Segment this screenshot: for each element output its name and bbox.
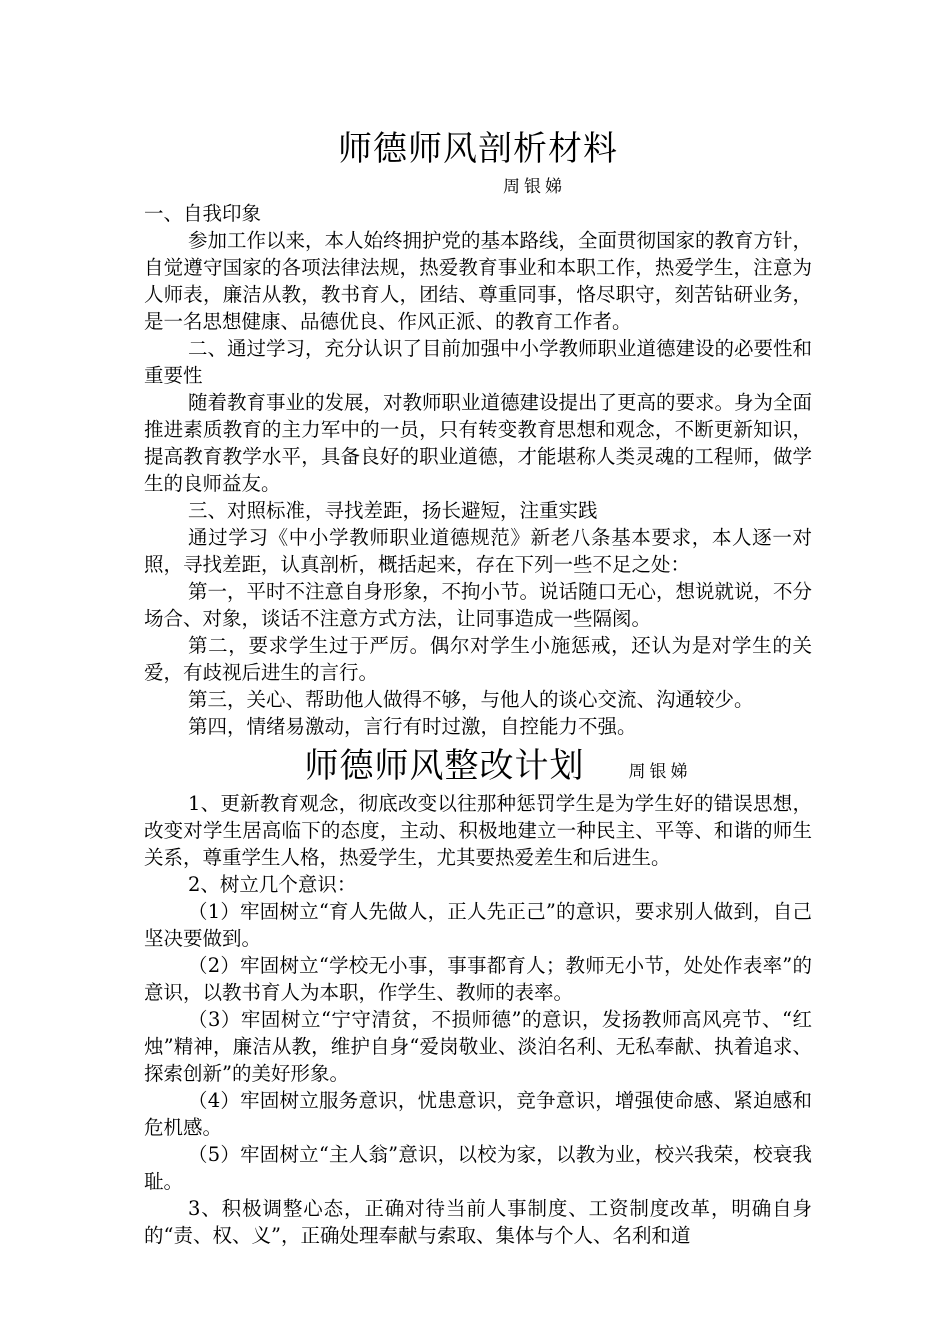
plan-item-2: 2、树立几个意识：: [188, 873, 357, 896]
section-heading-1: 一、自我印象: [144, 202, 262, 225]
plan-subitem-1: （1）牢固树立“育人先做人，正人先正己”的意识，要求别人做到，自己坚决要做到。: [144, 900, 812, 950]
second-title: 师德师风整改计划: [304, 746, 585, 786]
plan-subitem-3: （3）牢固树立“宁守清贫，不损师德”的意识，发扬教师高风亮节、“红烛”精神，廉洁从教，维护自身“爱岗敬业、淡泊名利、无私奉献、执着追求、探索创新”的美好形象。: [144, 1008, 812, 1085]
paragraph-6: 第三，关心、帮助他人做得不够，与他人的谈心交流、沟通较少。: [188, 688, 754, 711]
plan-item-1: 1、更新教育观念，彻底改变以往那种惩罚学生是为学生好的错误思想，改变对学生居高临下的态度，主动、积极地建立一种民主、平等、和谐的师生关系，尊重学生人格，热爱学生，尤其要热爱差生和后进生。: [144, 792, 812, 869]
paragraph-2: 随着教育事业的发展，对教师职业道德建设提出了更高的要求。身为全面推进素质教育的主力军中的一员，只有转变教育思想和观念，不断更新知识，提高教育教学水平，具备良好的职业道德，才能堪称人类灵魂的工程师，做学生的良师益友。: [144, 391, 813, 495]
paragraph-7: 第四，情绪易激动，言行有时过激，自控能力不强。: [188, 715, 637, 738]
plan-subitem-2: （2）牢固树立“学校无小事，事事都育人；教师无小节，处处作表率”的意识，以教书育人为本职，作学生、教师的表率。: [144, 954, 812, 1004]
paragraph-1: 参加工作以来，本人始终拥护党的基本路线，全面贯彻国家的教育方针，自觉遵守国家的各项法律法规，热爱教育事业和本职工作，热爱学生，注意为人师表，廉洁从教，教书育人，团结、尊重同事，恪尽职守，刻苦钻研业务，是一名思想健康、品德优良、作风正派、的教育工作者。: [144, 229, 813, 333]
second-author-name: 周银娣: [628, 762, 692, 782]
paragraph-3: 通过学习《中小学教师职业道德规范》新老八条基本要求，本人逐一对照，寻找差距，认真剖析，概括起来，存在下列一些不足之处：: [144, 526, 812, 576]
document-title: 师德师风剖析材料: [338, 129, 618, 169]
plan-subitem-5: （5）牢固树立“主人翁”意识，以校为家，以教为业，校兴我荣，校衰我耻。: [144, 1143, 812, 1193]
paragraph-4: 第一，平时不注意自身形象，不拘小节。说话随口无心，想说就说，不分场合、对象，谈话不注意方式方法，让同事造成一些隔阂。: [144, 580, 813, 630]
paragraph-5: 第二，要求学生过于严厉。偶尔对学生小施惩戒，还认为是对学生的关爱，有歧视后进生的言行。: [144, 634, 812, 684]
second-title-row: [144, 742, 812, 790]
section-heading-2: 二、通过学习，充分认识了目前加强中小学教师职业道德建设的必要性和重要性: [144, 337, 813, 387]
plan-item-3: 3、积极调整心态，正确对待当前人事制度、工资制度改革，明确自身的“责、权、义”，正确处理奉献与索取、集体与个人、名利和道: [144, 1197, 812, 1247]
plan-subitem-4: （4）牢固树立服务意识，忧患意识，竞争意识，增强使命感、紧迫感和危机感。: [144, 1089, 812, 1139]
document-page: [144, 124, 812, 1249]
author-name: 周银娣: [503, 177, 566, 197]
section-heading-3: 三、对照标准，寻找差距，扬长避短，注重实践: [188, 499, 598, 522]
